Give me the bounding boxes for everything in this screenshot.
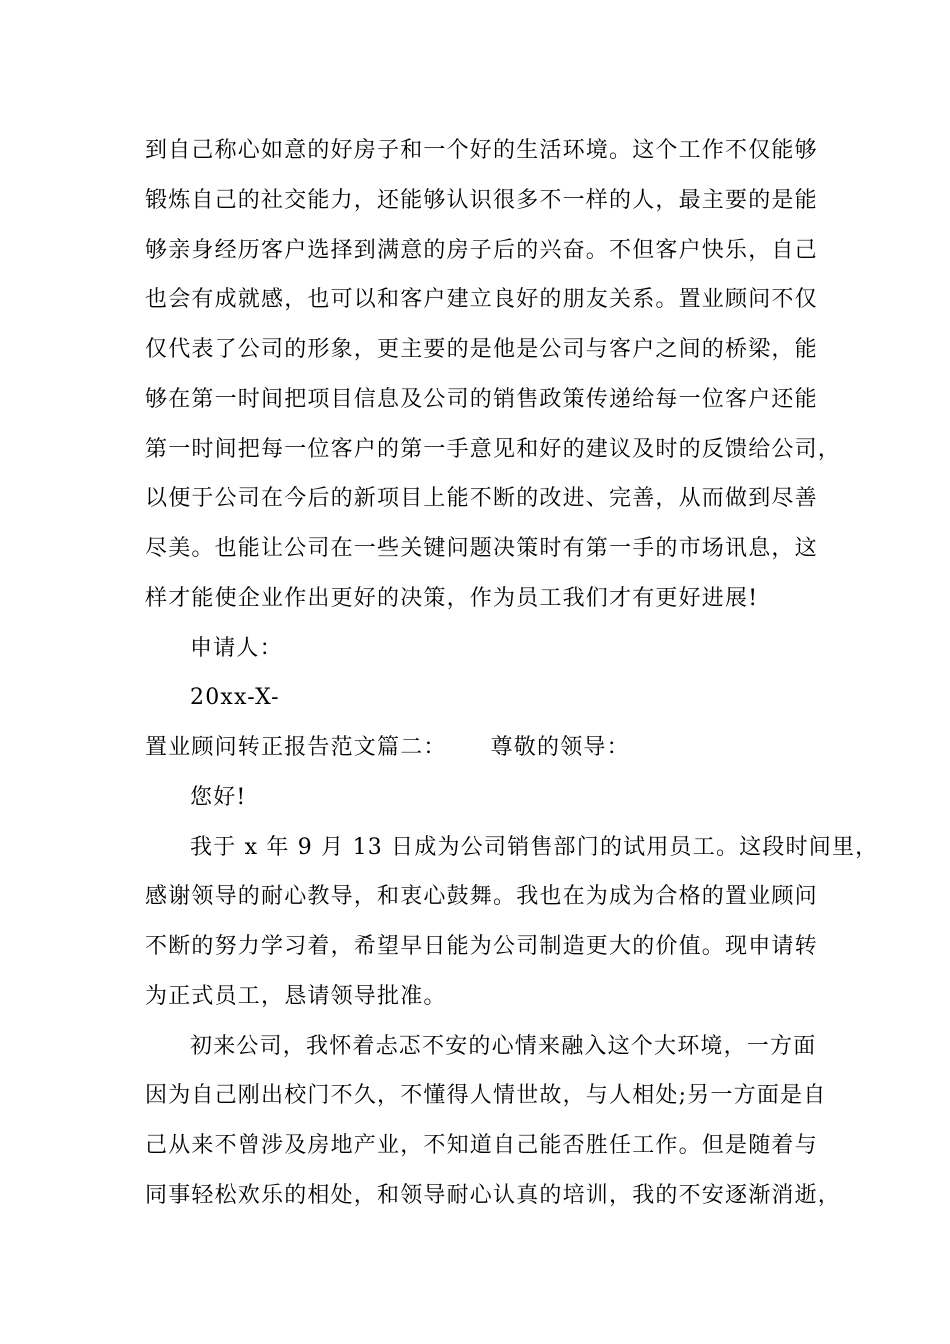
paragraph-line: 不断的努力学习着，希望早日能为公司制造更大的价值。现申请转 [145, 934, 818, 959]
salutation: 尊敬的领导： [490, 735, 630, 760]
paragraph-line: 够亲身经历客户选择到满意的房子后的兴奋。不但客户快乐，自己 [145, 237, 818, 263]
paragraph-line: 样才能使企业作出更好的决策，作为员工我们才有更好进展! [145, 585, 759, 611]
paragraph-line: 够在第一时间把项目信息及公司的销售政策传递给每一位客户还能 [145, 386, 818, 412]
paragraph-line: 到自己称心如意的好房子和一个好的生活环境。这个工作不仅能够 [145, 138, 818, 163]
paragraph-line: 也会有成就感，也可以和客户建立良好的朋友关系。置业顾问不仅 [145, 287, 818, 313]
paragraph-line: 第一时间把每一位客户的第一手意见和好的建议及时的反馈给公司， [145, 436, 842, 462]
paragraph-line: 感谢领导的耐心教导，和衷心鼓舞。我也在为成为合格的置业顾问 [145, 884, 818, 910]
section-title: 置业顾问转正报告范文篇二： [145, 735, 447, 760]
paragraph-line: 同事轻松欢乐的相处，和领导耐心认真的培训，我的不安逐渐消逝， [145, 1182, 842, 1208]
date-line: 20xx-X- [190, 685, 280, 711]
paragraph-line: 初来公司，我怀着忐忑不安的心情来融入这个大环境，一方面 [190, 1033, 817, 1059]
paragraph-line: 尽美。也能让公司在一些关键问题决策时有第一手的市场讯息，这 [145, 536, 818, 561]
paragraph-line: 为正式员工，恳请领导批准。 [145, 983, 447, 1009]
paragraph-line: 我于 x 年 9 月 13 日成为公司销售部门的试用员工。这段时间里， [190, 834, 879, 860]
applicant-label: 申请人： [190, 635, 283, 661]
paragraph-line: 因为自己刚出校门不久，不懂得人情世故，与人相处;另一方面是自 [145, 1083, 827, 1109]
document-page [145, 126, 879, 1221]
paragraph-line: 以便于公司在今后的新项目上能不断的改进、完善，从而做到尽善 [145, 486, 818, 512]
paragraph-line: 锻炼自己的社交能力，还能够认识很多不一样的人，最主要的是能 [145, 187, 818, 213]
greeting: 您好! [190, 784, 247, 810]
paragraph-line: 己从来不曾涉及房地产业，不知道自己能否胜任工作。但是随着与 [145, 1133, 818, 1158]
section-heading-line [145, 723, 825, 773]
paragraph-line: 仅代表了公司的形象，更主要的是他是公司与客户之间的桥梁，能 [145, 337, 818, 362]
